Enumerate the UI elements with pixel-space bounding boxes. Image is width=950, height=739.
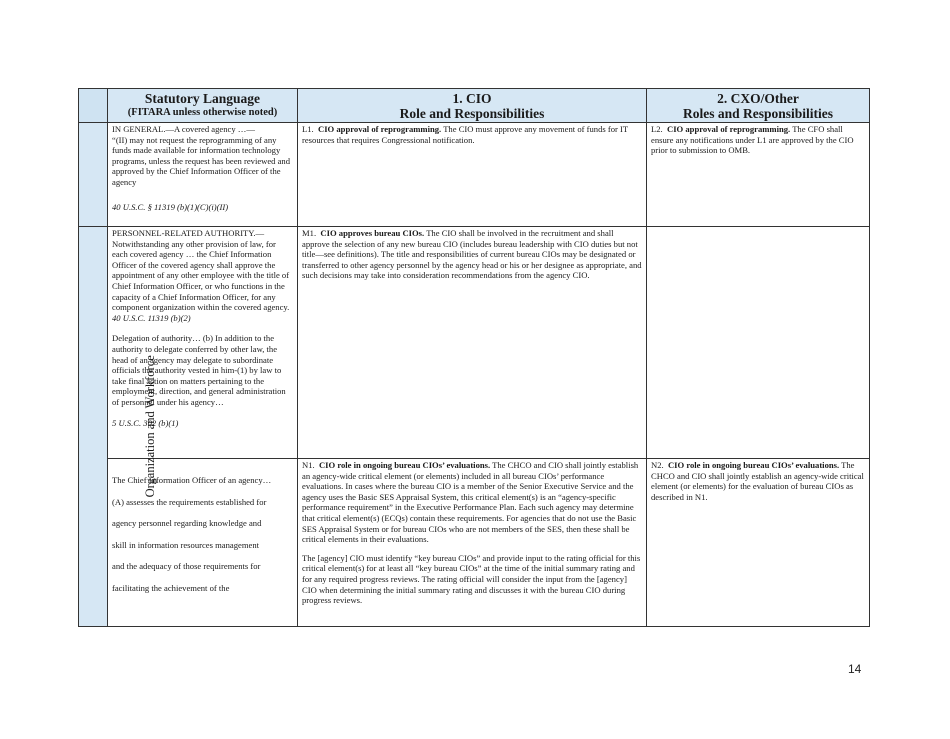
statute-text: IN GENERAL.—A covered agency …— bbox=[112, 124, 255, 134]
cxo-header bbox=[647, 89, 870, 123]
cio-header-title: Role and Responsibilities bbox=[399, 106, 545, 121]
cio-header bbox=[298, 89, 647, 123]
cio-cell bbox=[298, 459, 647, 627]
cio-entry bbox=[302, 460, 642, 545]
statutory-language-subtitle: (FITARA unless otherwise noted) bbox=[127, 107, 278, 118]
statute-cell bbox=[108, 123, 298, 227]
header-row bbox=[79, 89, 870, 123]
statute-line: and the adequacy of those requirements for bbox=[112, 561, 261, 572]
cxo-entry-title: CIO approval of reprogramming. bbox=[667, 124, 791, 134]
cxo-entry-text: The CHCO and CIO shall jointly establish an agency-wide critical element (or elements) for the evaluation of bureau CIOs as described in N1. bbox=[651, 460, 864, 502]
cio-entry-id: M1. bbox=[302, 228, 317, 238]
cio-entry-id: L1. bbox=[302, 124, 314, 134]
statute-line: facilitating the achievement of the bbox=[112, 582, 230, 593]
statute-citation: 40 U.S.C. 11319 (b)(2) bbox=[112, 312, 191, 323]
cio-entry-title: CIO role in ongoing bureau CIOs’ evaluations. bbox=[318, 460, 491, 470]
cxo-entry-id: L2. bbox=[651, 124, 663, 134]
statute-text: Delegation of authority… (b) In addition to the authority to delegate conferred by other law, the head of an agency may delegate to subordinate officials the authority vested in him-(1) by law to take final action on matters pertaining to the employment, direction, and general administration of personnel under his agency… bbox=[112, 333, 286, 407]
cio-cell bbox=[298, 227, 647, 459]
cio-header-number: 1. CIO bbox=[452, 91, 492, 106]
cio-entry-text: The CHCO and CIO shall jointly establish an agency-wide critical element (or elements) included in all bureau CIOs’ performance evaluations. In cases where the bureau CIO is a member of the Senior Executive Service and the agency uses the Basic SES Appraisal System, this critical element(s) is an “agency-specific performance requirement” in the Executive Performance Plan. Each such agency may determine that critical element(s) (ECQs) contain these requirements. For agencies that do not use the Basic SES Appraisal System or for bureau CIOs who are not members of the SES, then these shall be critical elements in their evaluations. bbox=[302, 460, 639, 545]
statute-cell bbox=[108, 227, 298, 459]
cio-entry-id: N1. bbox=[302, 460, 315, 470]
cxo-entry-text: The CFO shall ensure any notifications under L1 are approved by the CIO prior to submission to OMB. bbox=[651, 124, 854, 156]
responsibilities-table bbox=[78, 88, 870, 627]
statute-line: agency personnel regarding knowledge and bbox=[112, 518, 262, 529]
statute-line: (A) assesses the requirements established for bbox=[112, 496, 267, 507]
statute-text: “(II) may not request the reprogramming of any funds made available for information technology programs, unless the request has been reviewed and approved by the Chief Information Officer of the agency bbox=[112, 134, 291, 187]
cio-entry bbox=[302, 228, 642, 281]
cxo-entry-id: N2. bbox=[651, 460, 664, 470]
statute-text: PERSONNEL-RELATED AUTHORITY.—Notwithstanding any other provision of law, for each covered agency … the Chief Information Officer of the covered agency shall approve the appointment of any other employee with the title of Chief Information Officer, or who functions in the capacity of a Chief Information Officer, for any component organization within the covered agency. bbox=[112, 228, 290, 313]
cxo-entry bbox=[651, 460, 865, 502]
cio-entry bbox=[302, 124, 642, 145]
statute-citation: 40 U.S.C. § 11319 (b)(1)(C)(i)(II) bbox=[112, 201, 229, 212]
cxo-header-title: Roles and Responsibilities bbox=[682, 106, 834, 121]
category-label: Organization and Workforce bbox=[142, 354, 157, 498]
statute-citation: 5 U.S.C. 302 (b)(1) bbox=[112, 417, 179, 428]
statute-cell bbox=[108, 459, 298, 627]
cio-entry-title: CIO approval of reprogramming. bbox=[318, 124, 442, 134]
cio-cell bbox=[298, 123, 647, 227]
cio-entry-title: CIO approves bureau CIOs. bbox=[320, 228, 425, 238]
table-row bbox=[79, 227, 870, 459]
cxo-entry bbox=[651, 124, 865, 156]
cxo-cell bbox=[647, 459, 870, 627]
cxo-cell-empty bbox=[647, 227, 870, 459]
side-header-cell bbox=[79, 89, 108, 123]
cxo-entry-title: CIO role in ongoing bureau CIOs’ evaluations. bbox=[667, 460, 840, 470]
statute-line: skill in information resources management bbox=[112, 539, 260, 550]
cio-entry-text-2: The [agency] CIO must identify “key bureau CIOs” and provide input to the rating official for this critical element(s) for at least all “key bureau CIOs” at the time of the initial summary rating and for any required progress reviews. The rating official will consider the input from the [agency] CIO when determining the initial summary rating and discusses it with the bureau CIO during progress reviews. bbox=[302, 552, 641, 606]
cio-entry-text: The CIO must approve any movement of funds for IT resources that requires Congressional notification. bbox=[302, 124, 628, 145]
statutory-language-header bbox=[108, 89, 298, 123]
table-row bbox=[79, 459, 870, 627]
statutory-language-title: Statutory Language bbox=[144, 91, 261, 106]
table-row bbox=[79, 123, 870, 227]
cxo-header-number: 2. CXO/Other bbox=[717, 91, 799, 106]
side-cell-blank bbox=[79, 123, 108, 227]
cio-entry-text: The CIO shall be involved in the recruitment and shall approve the selection of any new bureau CIO (includes bureau leadership with CIO duties but not title—see definitions). The title and responsibilities of current bureau CIOs may be designated or transferred to other agency personnel by the agency head or his or her designee as appropriate, and such decisions may take into consideration recommendations from the agency CIO. bbox=[302, 228, 642, 281]
page-number: 14 bbox=[848, 662, 862, 676]
statute-line: The Chief Information Officer of an agency… bbox=[112, 475, 272, 485]
cxo-cell bbox=[647, 123, 870, 227]
